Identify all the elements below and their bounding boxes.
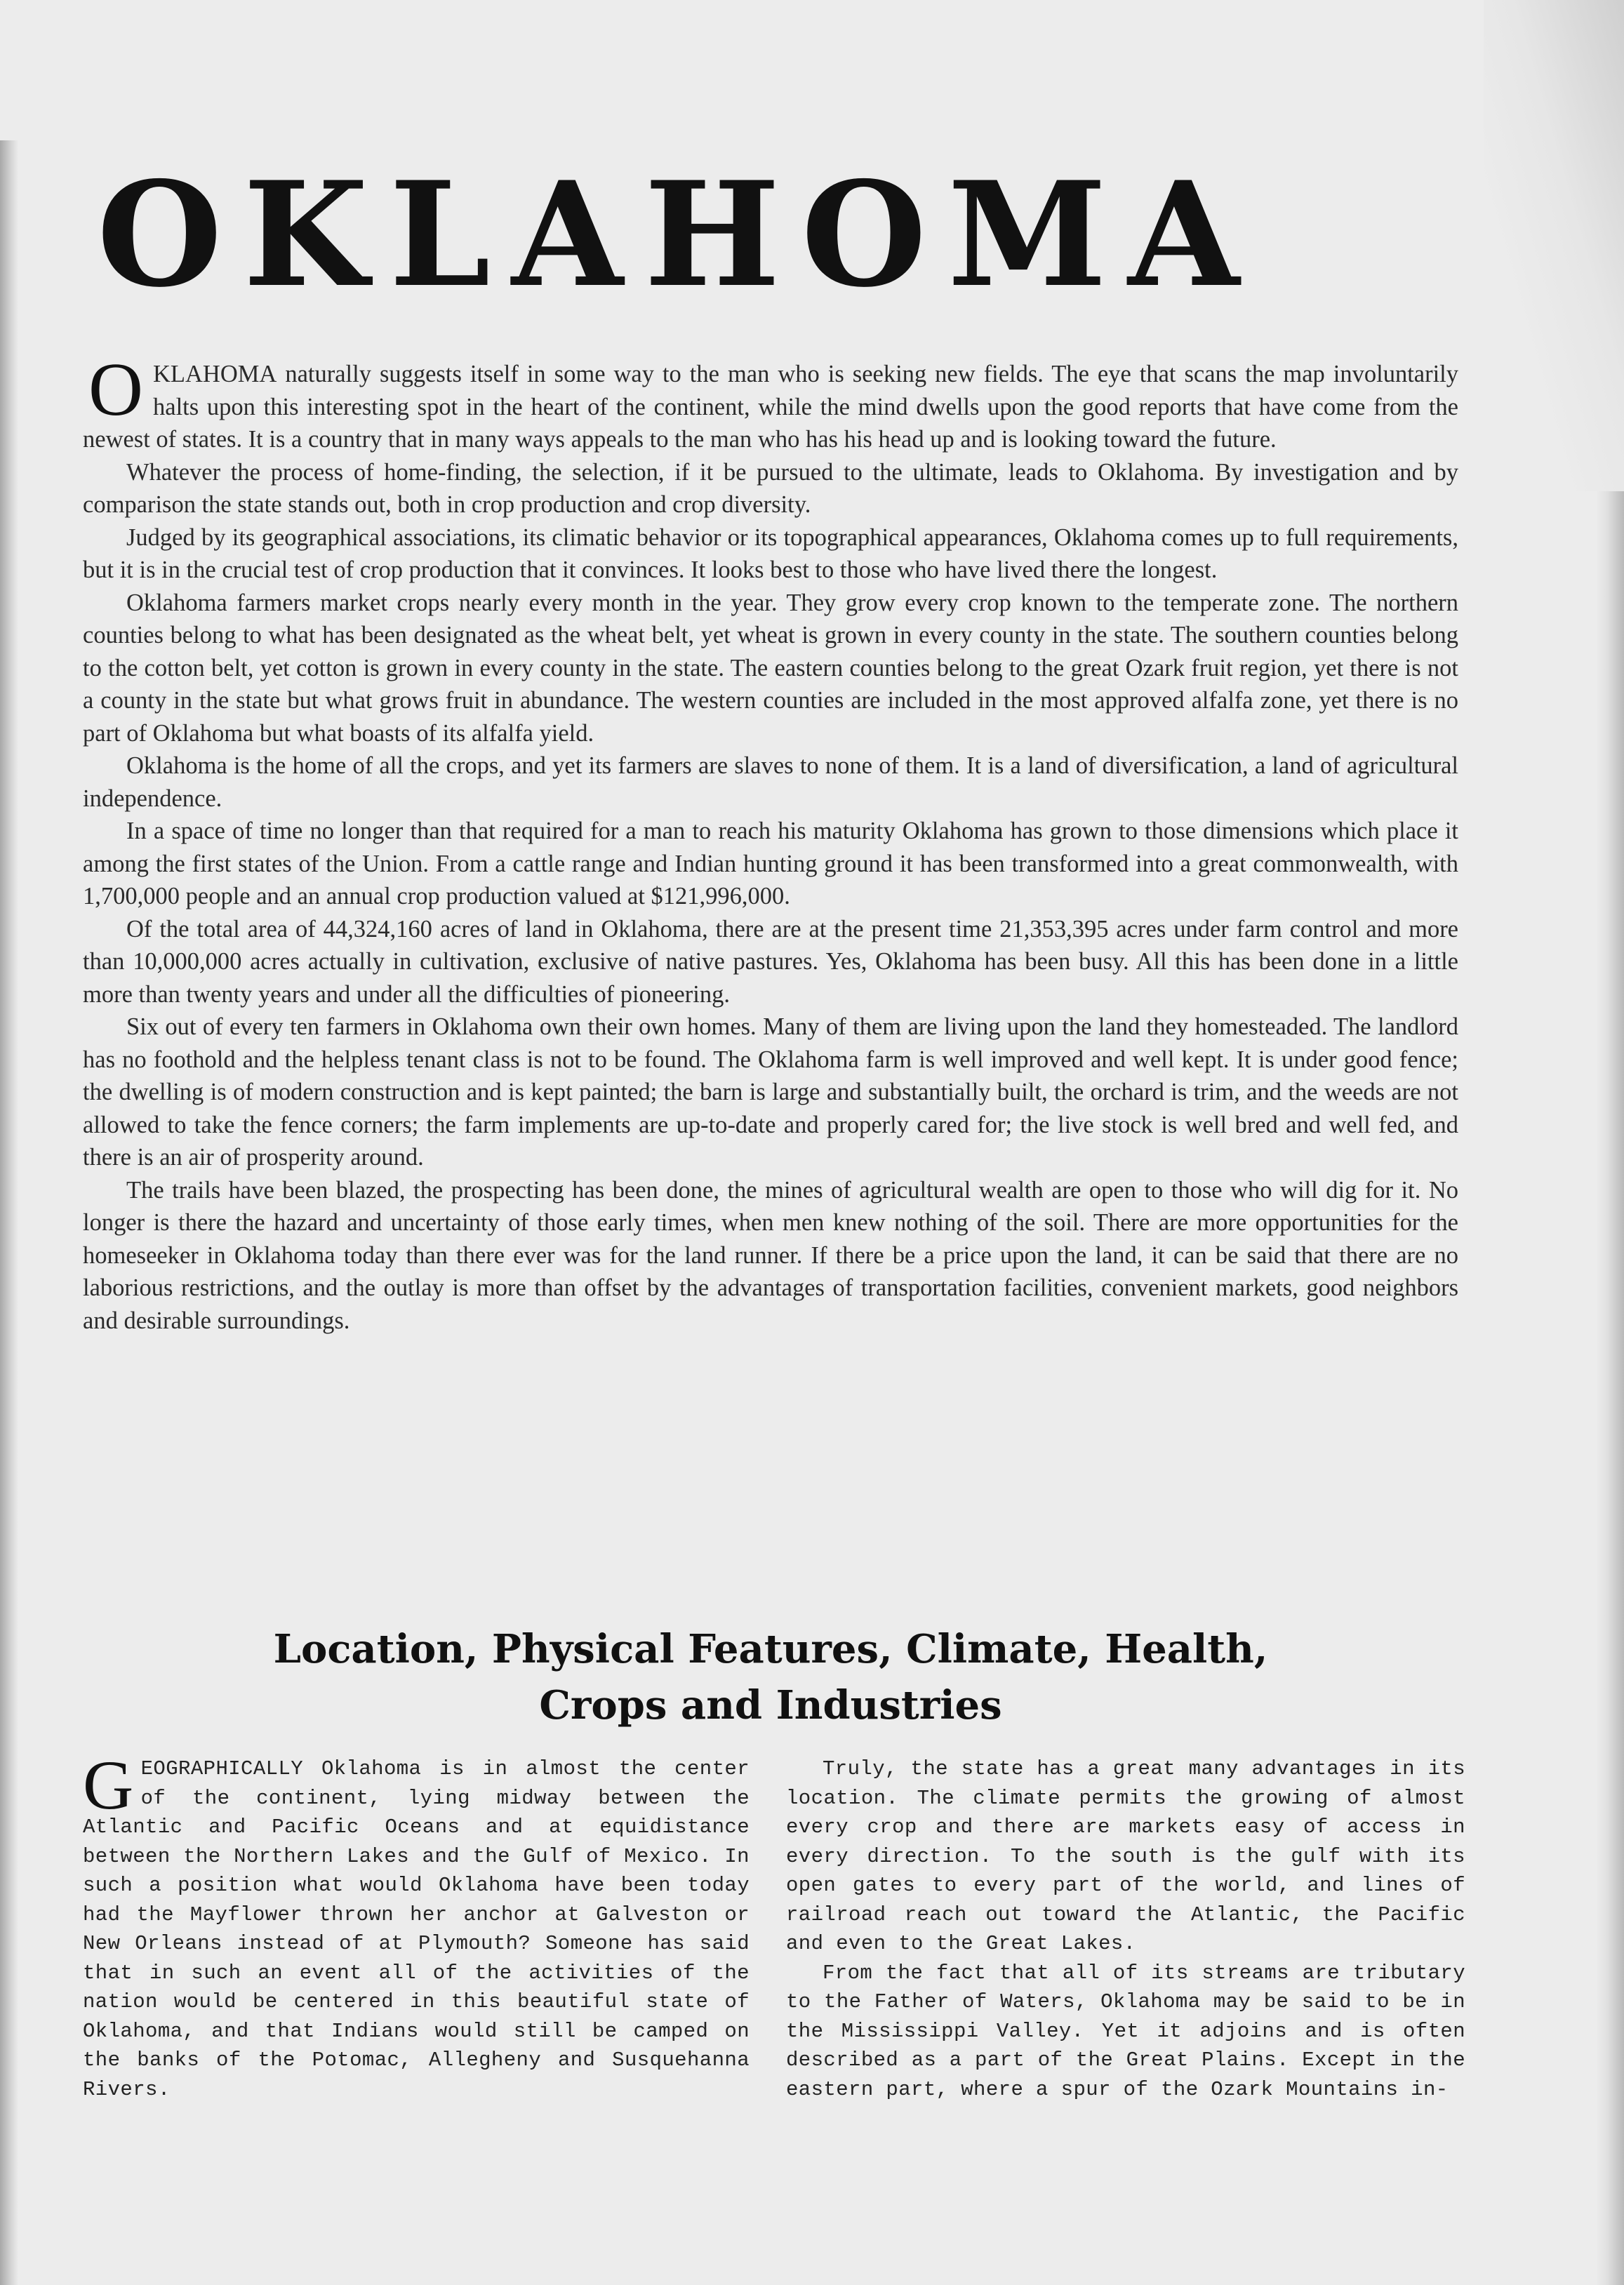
right-column-paragraph: From the fact that all of its streams are tributary to the Father of Waters, Oklahoma may be said to be in the Mississippi Valley. Yet it adjoins and is often described as a part of the Great Plains. Except in the eastern part, where a spur of the Ozark Mountains in- — [786, 1961, 1465, 2101]
intro-first-text: naturally suggests itself in some way to the man who is seeking new fields. The eye that scans the map involuntarily halts upon this interesting spot in the heart of the continent, while the mind dwells upon the good reports that have come from the newest of states. It is a country that in many ways appeals to the man who has his head up and is looking toward the future. — [83, 361, 1458, 453]
left-column-dropcap: G — [83, 1746, 134, 1824]
section-heading — [83, 1621, 1458, 1733]
intro-paragraph-1 — [83, 348, 1458, 456]
page-left-edge-shadow — [0, 140, 18, 2285]
intro-paragraph: Judged by its geographical associations, its climatic behavior or its topographical appearances, Oklahoma comes up to full requirements, but it is in the crucial test of crop production that it convinces. It looks best to those who have lived there the longest. — [83, 524, 1458, 583]
intro-dropcap: O — [88, 348, 143, 432]
intro-paragraph: Whatever the process of home-finding, the selection, if it be pursued to the ultimate, leads to Oklahoma. By investigation and by comparison the state stands out, both in crop production and crop diversity. — [83, 458, 1458, 518]
page-right-edge-shadow — [1596, 491, 1624, 2285]
intro-text — [83, 348, 1458, 1337]
left-column — [83, 1746, 750, 2104]
intro-lead-word: KLAHOMA — [153, 361, 277, 387]
right-column — [786, 1754, 1465, 2104]
intro-paragraph: The trails have been blazed, the prospecting has been done, the mines of agricultural wealth are open to those who will dig for it. No longer is there the hazard and uncertainty of those early times, when men knew nothing of the soil. There are more opportunities for the homeseeker in Oklahoma today than there ever was for the land runner. If there be a price upon the land, it can be said that there are no laborious restrictions, and the outlay is more than offset by the advantages of transportation facilities, convenient markets, good neighbors and desirable surroundings. — [83, 1176, 1458, 1334]
intro-paragraph: In a space of time no longer than that required for a man to reach his maturity Oklahoma has grown to those dimensions which place it among the first states of the Union. From a cattle range and Indian hunting ground it has been transformed into a great commonwealth, with 1,700,000 people and an annual crop production valued at $121,996,000. — [83, 818, 1458, 910]
intro-paragraph: Oklahoma is the home of all the crops, and yet its farmers are slaves to none of them. It is a land of diversification, a land of agricultural independence. — [83, 752, 1458, 812]
section-heading-line-1: Location, Physical Features, Climate, Health, — [273, 1626, 1268, 1672]
left-column-paragraph — [83, 1746, 750, 2104]
section-heading-line-2: Crops and Industries — [539, 1682, 1002, 1728]
intro-paragraph: Of the total area of 44,324,160 acres of land in Oklahoma, there are at the present time 21,353,395 acres under farm control and more than 10,000,000 acres actually in cultivation, exclusive of native pastures. Yes, Oklahoma has been busy. All this has been done in a little more than twenty years and under all the difficulties of pioneering. — [83, 915, 1458, 1008]
page-title: OKLAHOMA — [97, 151, 1261, 319]
page-corner-fold — [1484, 0, 1624, 491]
intro-paragraph: Six out of every ten farmers in Oklahoma own their own homes. Many of them are living upon the land they homesteaded. The landlord has no foothold and the helpless tenant class is not to be found. The Oklahoma farm is well improved and well kept. It is under good fence; the dwelling is of modern construction and is kept painted; the barn is large and substantially built, the orchard is trim, and the weeds are not allowed to take the fence corners; the farm implements are up-to-date and properly cared for; the live stock is well bred and well fed, and there is an air of prosperity around. — [83, 1013, 1458, 1171]
left-column-lead-word: EOGRAPHICALLY — [140, 1757, 304, 1780]
right-column-paragraph: Truly, the state has a great many advantages in its location. The climate permits the growing of almost every crop and there are markets easy of access in every direction. To the south is the gulf with its open gates to every part of the world, and lines of railroad reach out toward the Atlantic, the Pacific and even to the Great Lakes. — [786, 1757, 1465, 1955]
intro-paragraph: Oklahoma farmers market crops nearly every month in the year. They grow every crop known to the temperate zone. The northern counties belong to what has been designated as the wheat belt, yet wheat is grown in every county in the state. The southern counties belong to the cotton belt, yet cotton is grown in every county in the state. The eastern counties belong to the great Ozark fruit region, yet there is not a county in the state but what grows fruit in abundance. The western counties are included in the most approved alfalfa zone, yet there is no part of Oklahoma but what boasts of its alfalfa yield. — [83, 589, 1458, 747]
left-column-text: Oklahoma is in almost the center of the continent, lying midway between the Atlantic and Pacific Oceans and at equidistance between the Northern Lakes and the Gulf of Mexico. In such a position what would Oklahoma have been today had the Mayflower thrown her anchor at Galveston or New Orleans instead of at Plymouth? Someone has said that in such an event all of the activities of the nation would be centered in this beautiful state of Oklahoma, and that Indians would still be camped on the banks of the Potomac, Allegheny and Susquehanna Rivers. — [83, 1757, 750, 2101]
